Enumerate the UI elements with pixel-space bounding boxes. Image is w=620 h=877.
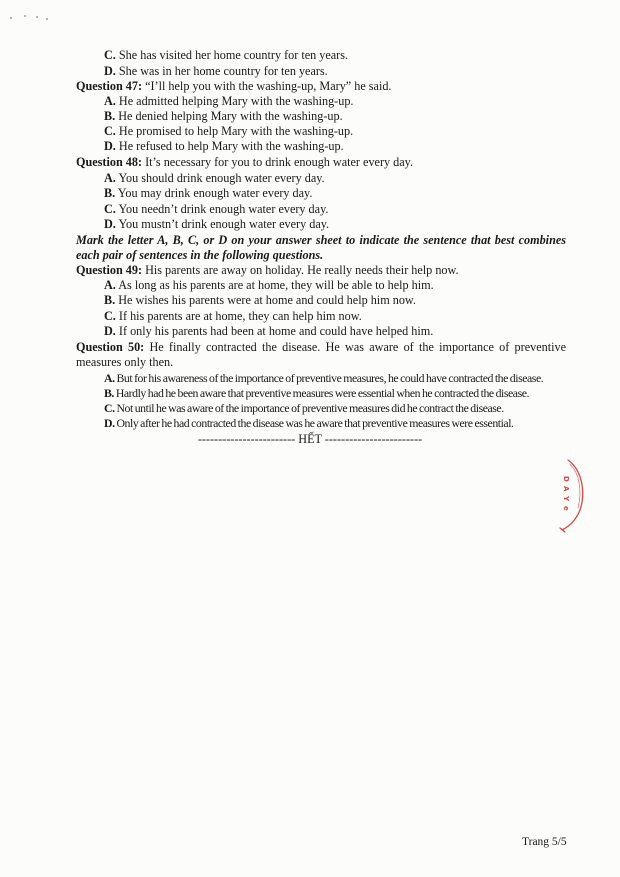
option-letter: A. (104, 278, 116, 292)
option-letter: D. (104, 64, 116, 78)
option-letter: B. (104, 293, 116, 307)
option-text: Hardly had he been aware that preventive measures were essential when he contracted the disease. (113, 386, 530, 400)
option-letter: D. (104, 416, 115, 430)
q48-option-b (104, 186, 312, 201)
option-letter: A. (104, 171, 116, 185)
option-letter: C. (104, 309, 116, 323)
option-letter: D. (104, 324, 116, 338)
option-text: She was in her home country for ten years. (115, 64, 328, 78)
question-48 (76, 155, 413, 170)
option-text: Not until he was aware of the importance of preventive measures did he contract the disease. (114, 401, 504, 415)
question-49 (76, 263, 459, 278)
svg-text:e: e (562, 506, 570, 511)
q46-option-d (104, 64, 328, 79)
option-letter: C. (104, 202, 116, 216)
q47-option-d (104, 139, 344, 154)
option-letter: D. (104, 139, 116, 153)
option-letter: C. (104, 124, 116, 138)
question-text: His parents are away on holiday. He really needs their help now. (142, 263, 459, 277)
option-letter: B. (104, 186, 116, 200)
q47-option-c (104, 124, 353, 139)
option-text: If his parents are at home, they can help him now. (115, 309, 362, 323)
q49-option-c (104, 309, 362, 324)
page-number: Trang 5/5 (522, 836, 567, 848)
end-marker: ------------------------ HẾT ------------------------ (197, 432, 423, 446)
option-text: If only his parents had been at home and could have helped him. (115, 324, 434, 338)
q46-option-c (104, 48, 348, 63)
q48-option-d (104, 217, 329, 232)
option-text: He admitted helping Mary with the washing-up. (115, 94, 354, 108)
svg-text:Y: Y (562, 496, 570, 502)
q50-option-d (104, 416, 514, 431)
option-letter: B. (104, 109, 116, 123)
option-letter: C. (104, 401, 115, 415)
option-text: You mustn’t drink enough water every day. (115, 217, 330, 231)
option-text: He promised to help Mary with the washing-up. (115, 124, 354, 138)
question-label: Question 49: (76, 263, 143, 277)
question-label: Question 48: (76, 155, 143, 169)
option-text: You may drink enough water every day. (115, 186, 313, 200)
option-text: But for his awareness of the importance of preventive measures, he could have contracted the disease. (114, 371, 544, 385)
question-text: It’s necessary for you to drink enough water every day. (142, 155, 413, 169)
option-letter: B. (104, 386, 114, 400)
red-stamp-mark (556, 458, 588, 534)
q48-option-c (104, 202, 328, 217)
q50-option-b (104, 386, 529, 401)
svg-text:D: D (562, 476, 570, 482)
q49-option-d (104, 324, 433, 339)
option-letter: A. (104, 94, 116, 108)
question-label: Question 47: (76, 79, 143, 93)
q47-option-b (104, 109, 343, 124)
question-text: He finally contracted the disease. He was aware of the importance of preventive measures only then. (76, 340, 566, 369)
svg-text:A: A (562, 486, 570, 492)
q49-option-b (104, 293, 416, 308)
option-text: He refused to help Mary with the washing-up. (115, 139, 344, 153)
option-text: You needn’t drink enough water every day. (115, 202, 329, 216)
option-text: Only after he had contracted the disease was he aware that preventive measures were essential. (114, 416, 514, 430)
question-text: “I’ll help you with the washing-up, Mary” he said. (142, 79, 392, 93)
scan-specks (10, 14, 50, 20)
question-50 (76, 340, 566, 370)
q50-option-a (104, 371, 543, 386)
option-text: She has visited her home country for ten years. (115, 48, 349, 62)
option-text: He denied helping Mary with the washing-up. (115, 109, 343, 123)
section-instruction: Mark the letter A, B, C, or D on your answer sheet to indicate the sentence that best combines each pair of sentences in the following questions. (76, 233, 566, 262)
q47-option-a (104, 94, 353, 109)
q48-option-a (104, 171, 325, 186)
option-text: He wishes his parents were at home and could help him now. (115, 293, 416, 307)
question-47 (76, 79, 391, 94)
option-letter: A. (104, 371, 115, 385)
option-letter: D. (104, 217, 116, 231)
option-letter: C. (104, 48, 116, 62)
question-label: Question 50: (76, 340, 145, 354)
q50-option-c (104, 401, 504, 416)
option-text: You should drink enough water every day. (115, 171, 325, 185)
option-text: As long as his parents are at home, they will be able to help him. (115, 278, 434, 292)
q49-option-a (104, 278, 434, 293)
